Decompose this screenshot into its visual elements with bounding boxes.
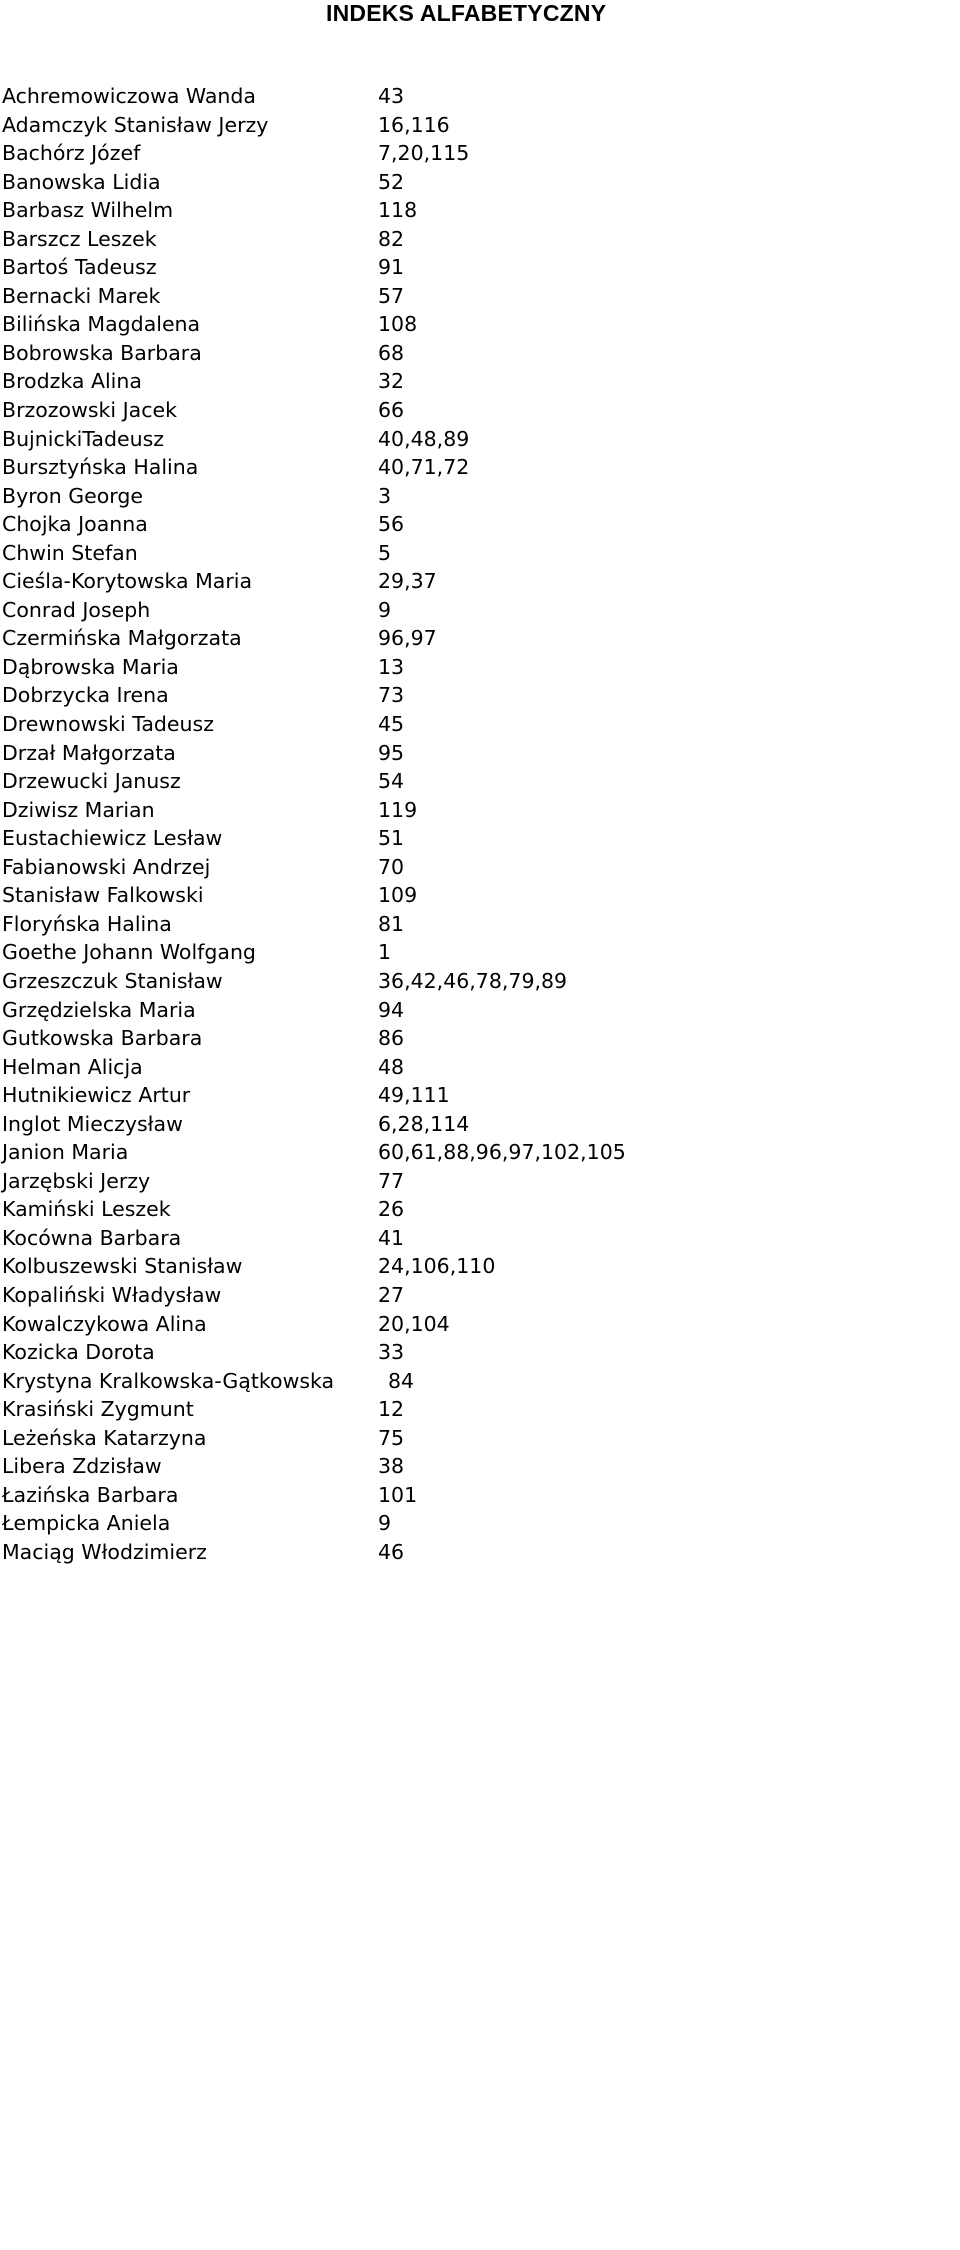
entry-name: Gutkowska Barbara [2, 1026, 203, 1051]
index-entry [0, 681, 669, 710]
index-entry [0, 310, 669, 339]
entry-pages: 6,28,114 [378, 1111, 470, 1136]
entry-pages: 33 [378, 1340, 405, 1365]
entry-name: Bachórz Józef [2, 141, 141, 166]
entry-name: Kowalczykowa Alina [2, 1311, 207, 1336]
entry-name: Inglot Mieczysław [2, 1111, 183, 1136]
entry-name: Krystyna Kralkowska-Gątkowska [2, 1368, 335, 1393]
index-entry [0, 710, 669, 739]
index-entry [0, 1481, 669, 1510]
entry-name: Fabianowski Andrzej [2, 854, 211, 879]
index-entry [0, 910, 669, 939]
entry-name: Jarzębski Jerzy [2, 1168, 151, 1193]
index-entry [0, 767, 669, 796]
entry-name: Drzał Małgorzata [2, 740, 176, 765]
entry-pages: 32 [378, 369, 405, 394]
index-entry [0, 1024, 669, 1053]
index-entry [0, 881, 669, 910]
entry-pages: 77 [378, 1168, 405, 1193]
index-entry [0, 367, 669, 396]
index-entry [0, 853, 669, 882]
entry-name: Stanisław Falkowski [2, 883, 204, 908]
entry-name: Goethe Johann Wolfgang [2, 940, 256, 965]
entry-name: Helman Alicja [2, 1054, 143, 1079]
entry-pages: 20,104 [378, 1311, 450, 1336]
index-entry [0, 653, 669, 682]
entry-name: Banowska Lidia [2, 169, 161, 194]
entry-pages: 48 [378, 1054, 405, 1079]
entry-pages: 109 [378, 883, 418, 908]
entry-pages: 108 [378, 312, 418, 337]
page-title: INDEKS ALFABETYCZNY [326, 0, 607, 26]
index-entry [0, 225, 669, 254]
entry-pages: 46 [378, 1539, 405, 1564]
entry-name: BujnickiTadeusz [2, 426, 165, 451]
entry-pages: 9 [378, 1511, 392, 1536]
entry-pages: 86 [378, 1026, 405, 1051]
entry-name: Floryńska Halina [2, 911, 172, 936]
entry-pages: 84 [388, 1368, 415, 1393]
entry-pages: 118 [378, 198, 418, 223]
entry-pages: 49,111 [378, 1083, 450, 1108]
entry-pages: 3 [378, 483, 392, 508]
entry-name: Czermińska Małgorzata [2, 626, 242, 651]
index-entry [0, 967, 669, 996]
entry-pages: 41 [378, 1225, 405, 1250]
index-entry [0, 453, 669, 482]
entry-pages: 43 [378, 84, 405, 108]
entry-name: Bobrowska Barbara [2, 340, 202, 365]
entry-name: Brodzka Alina [2, 369, 142, 394]
entry-pages: 38 [378, 1454, 405, 1479]
entry-pages: 40,48,89 [378, 426, 470, 451]
entry-pages: 82 [378, 226, 405, 251]
index-entry [0, 624, 669, 653]
index-entry [0, 1424, 669, 1453]
index-entry [0, 339, 669, 368]
index-entry [0, 1338, 669, 1367]
index-entry [0, 1509, 669, 1538]
index-entry [0, 510, 669, 539]
entry-pages: 101 [378, 1482, 418, 1507]
index-entry [0, 196, 669, 225]
entry-name: Chojka Joanna [2, 512, 148, 537]
index-entry [0, 1395, 669, 1424]
index-list [0, 82, 669, 1566]
entry-name: Bartoś Tadeusz [2, 255, 157, 280]
entry-name: Kozicka Dorota [2, 1340, 155, 1365]
index-entry [0, 796, 669, 825]
entry-name: Dąbrowska Maria [2, 654, 179, 679]
index-entry [0, 824, 669, 853]
entry-name: Drzewucki Janusz [2, 769, 181, 794]
index-entry [0, 396, 669, 425]
entry-name: Kolbuszewski Stanisław [2, 1254, 243, 1279]
index-entry [0, 938, 669, 967]
entry-name: Kopaliński Władysław [2, 1282, 222, 1307]
entry-name: Grzędzielska Maria [2, 997, 196, 1022]
index-entry [0, 1138, 669, 1167]
entry-name: Kocówna Barbara [2, 1225, 182, 1250]
entry-pages: 36,42,46,78,79,89 [378, 968, 568, 993]
entry-name: Leżeńska Katarzyna [2, 1425, 207, 1450]
index-entry [0, 253, 669, 282]
entry-name: Dziwisz Marian [2, 797, 155, 822]
index-entry [0, 1281, 669, 1310]
entry-name: Brzozowski Jacek [2, 398, 177, 423]
entry-pages: 119 [378, 797, 418, 822]
entry-name: Łempicka Aniela [2, 1511, 171, 1536]
entry-pages: 9 [378, 597, 392, 622]
entry-pages: 5 [378, 540, 392, 565]
index-entry [0, 539, 669, 568]
entry-pages: 81 [378, 911, 405, 936]
index-entry [0, 1053, 669, 1082]
entry-name: Barszcz Leszek [2, 226, 157, 251]
entry-pages: 27 [378, 1282, 405, 1307]
index-entry [0, 596, 669, 625]
index-entry [0, 1224, 669, 1253]
entry-pages: 51 [378, 826, 405, 851]
index-entry [0, 1310, 669, 1339]
entry-pages: 16,116 [378, 112, 450, 137]
entry-pages: 29,37 [378, 569, 437, 594]
entry-name: Barbasz Wilhelm [2, 198, 174, 223]
entry-pages: 7,20,115 [378, 141, 470, 166]
entry-name: Bernacki Marek [2, 283, 161, 308]
entry-name: Libera Zdzisław [2, 1454, 162, 1479]
entry-name: Cieśla-Korytowska Maria [2, 569, 253, 594]
entry-pages: 75 [378, 1425, 405, 1450]
index-entry [0, 567, 669, 596]
entry-name: Kamiński Leszek [2, 1197, 171, 1222]
entry-pages: 96,97 [378, 626, 437, 651]
index-entry [0, 1252, 669, 1281]
index-entry [0, 1110, 669, 1139]
entry-name: Eustachiewicz Lesław [2, 826, 223, 851]
entry-name: Maciąg Włodzimierz [2, 1539, 207, 1564]
index-entry [0, 739, 669, 768]
entry-name: Drewnowski Tadeusz [2, 712, 214, 737]
entry-pages: 66 [378, 398, 405, 423]
entry-name: Łazińska Barbara [2, 1482, 179, 1507]
entry-name: Janion Maria [2, 1140, 129, 1165]
entry-name: Grzeszczuk Stanisław [2, 968, 223, 993]
entry-name: Dobrzycka Irena [2, 683, 169, 708]
entry-pages: 95 [378, 740, 405, 765]
entry-name: Achremowiczowa Wanda [2, 84, 256, 108]
entry-pages: 70 [378, 854, 405, 879]
entry-pages: 57 [378, 283, 405, 308]
entry-name: Krasiński Zygmunt [2, 1397, 194, 1422]
entry-name: Adamczyk Stanisław Jerzy [2, 112, 269, 137]
index-entry [0, 82, 669, 111]
entry-name: Chwin Stefan [2, 540, 138, 565]
index-entry [0, 1081, 669, 1110]
entry-pages: 24,106,110 [378, 1254, 496, 1279]
index-entry [0, 1167, 669, 1196]
entry-pages: 1 [378, 940, 392, 965]
index-entry [0, 425, 669, 454]
entry-name: Hutnikiewicz Artur [2, 1083, 191, 1108]
index-entry [0, 1538, 669, 1567]
entry-pages: 56 [378, 512, 405, 537]
entry-pages: 73 [378, 683, 405, 708]
entry-name: Byron George [2, 483, 143, 508]
index-entry [0, 168, 669, 197]
index-entry [0, 482, 669, 511]
entry-pages: 12 [378, 1397, 405, 1422]
entry-pages: 94 [378, 997, 405, 1022]
index-entry [0, 139, 669, 168]
entry-pages: 68 [378, 340, 405, 365]
entry-pages: 60,61,88,96,97,102,105 [378, 1140, 626, 1165]
entry-name: Conrad Joseph [2, 597, 151, 622]
entry-name: Bursztyńska Halina [2, 455, 199, 480]
entry-pages: 40,71,72 [378, 455, 470, 480]
index-entry [0, 282, 669, 311]
entry-pages: 91 [378, 255, 405, 280]
entry-pages: 54 [378, 769, 405, 794]
entry-pages: 26 [378, 1197, 405, 1222]
entry-name: Bilińska Magdalena [2, 312, 201, 337]
index-entry [0, 1195, 669, 1224]
entry-pages: 45 [378, 712, 405, 737]
index-entry [0, 111, 669, 140]
index-entry [0, 996, 669, 1025]
entry-pages: 52 [378, 169, 405, 194]
index-entry [0, 1367, 669, 1396]
index-entry [0, 1452, 669, 1481]
entry-pages: 13 [378, 654, 405, 679]
